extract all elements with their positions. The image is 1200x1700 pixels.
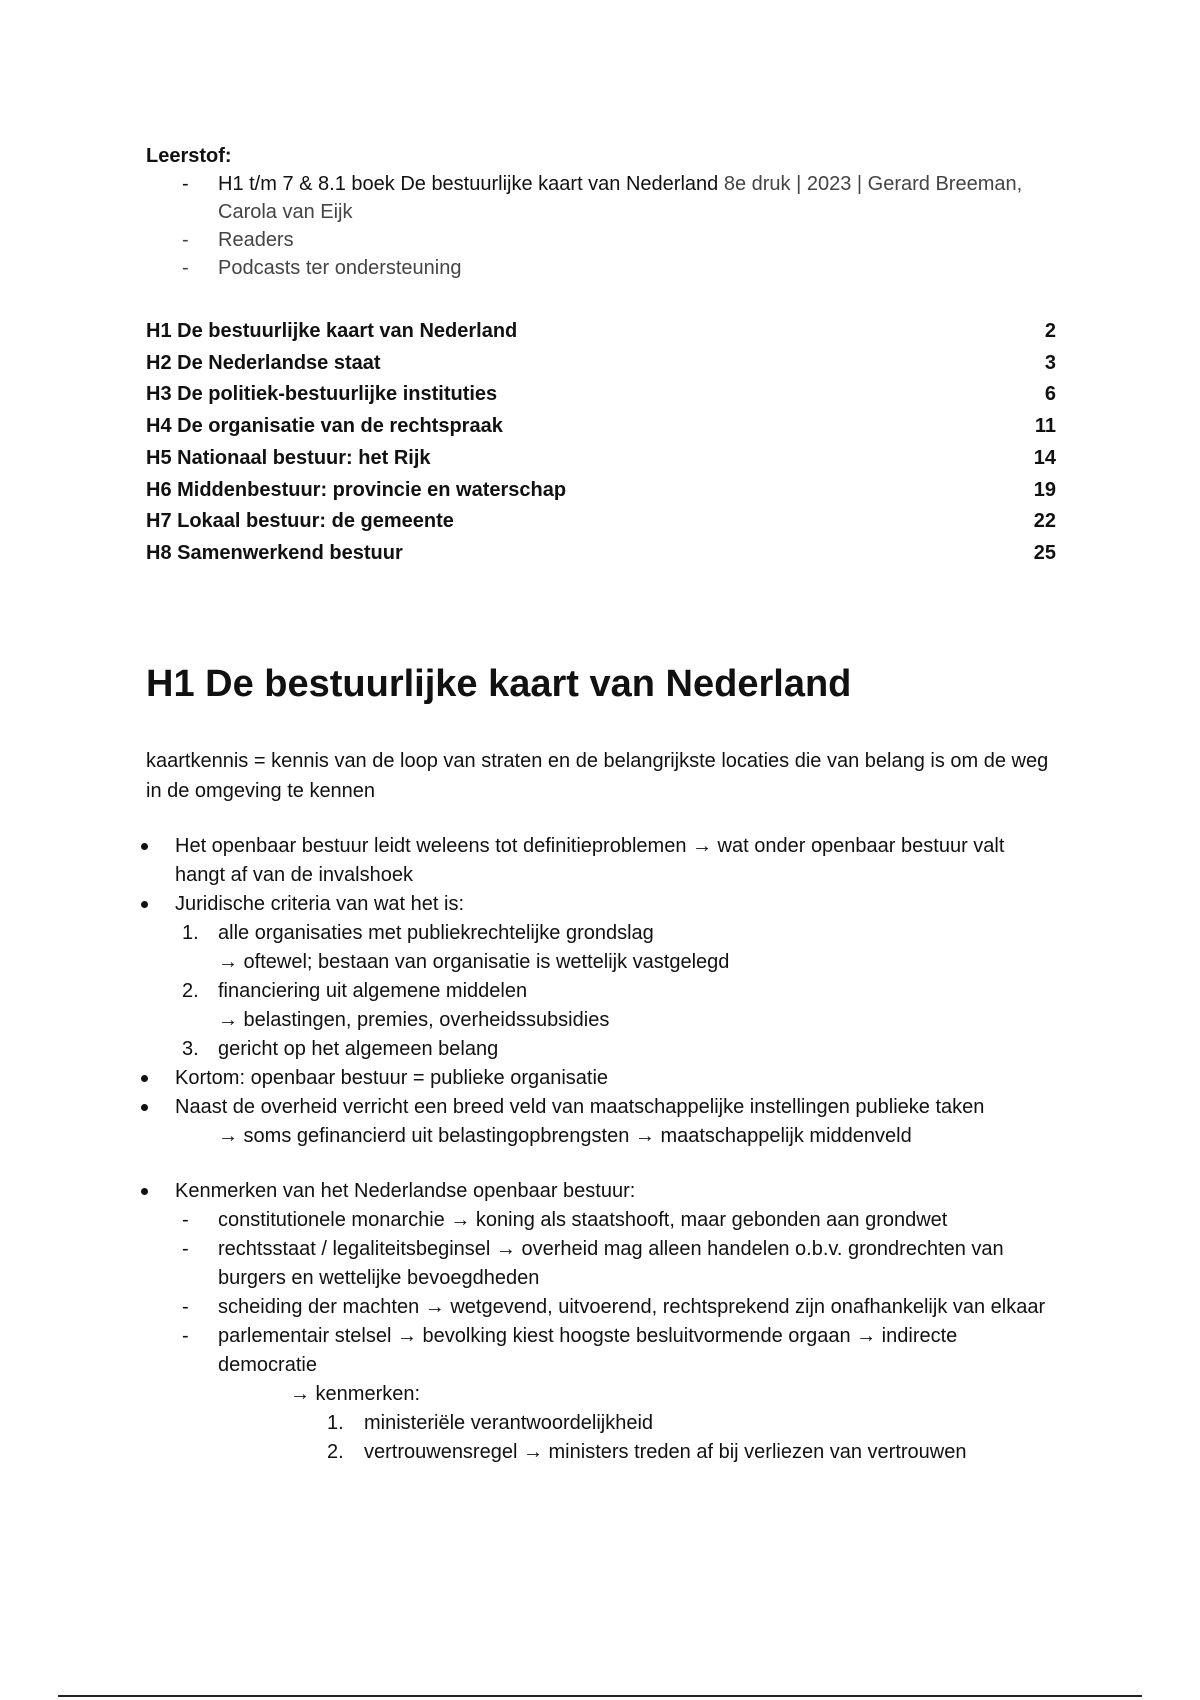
kenmerken-label: → kenmerken: bbox=[290, 1382, 421, 1405]
item-number: 2. bbox=[327, 1440, 344, 1463]
toc-entry[interactable] bbox=[146, 379, 1056, 411]
item-number: 3. bbox=[182, 1037, 199, 1060]
toc-entry-title: H7 Lokaal bestuur: de gemeente bbox=[146, 510, 454, 533]
toc-entry[interactable] bbox=[146, 475, 1056, 507]
leerstof-item: - Podcasts ter ondersteuning bbox=[146, 254, 1056, 282]
leerstof-list bbox=[146, 170, 1056, 282]
leerstof-item-detail: 8e druk | 2023 | Gerard Breeman, Carola van Eijk bbox=[218, 173, 1023, 223]
section-heading: H1 De bestuurlijke kaart van Nederland bbox=[146, 662, 852, 705]
toc-entry-title: H6 Middenbestuur: provincie en waterschap bbox=[146, 478, 567, 501]
toc-entry-page: 22 bbox=[1033, 510, 1056, 533]
leerstof-item-main: H1 t/m 7 & 8.1 boek De bestuurlijke kaart van Nederland bbox=[218, 173, 719, 195]
footer-divider bbox=[58, 1695, 1142, 1697]
item-text: vertrouwensregel → ministers treden af bij verliezen van vertrouwen bbox=[364, 1440, 967, 1463]
item-continuation: → soms gefinancierd uit belastingopbrengsten → maatschappelijk middenveld bbox=[218, 1124, 912, 1147]
toc-entry-title: H8 Samenwerkend bestuur bbox=[146, 541, 403, 564]
toc-entry-title: H3 De politiek-bestuurlijke instituties bbox=[146, 383, 498, 406]
numbered-item bbox=[146, 977, 1056, 1006]
item-number: 2. bbox=[182, 979, 199, 1002]
toc-entry-title: H1 De bestuurlijke kaart van Nederland bbox=[146, 320, 518, 342]
toc-entry-page: 6 bbox=[1044, 383, 1056, 406]
item-number: 1. bbox=[327, 1411, 344, 1434]
toc-entry-title: H5 Nationaal bestuur: het Rijk bbox=[146, 446, 431, 469]
item-text: ministeriële verantwoordelijkheid bbox=[364, 1411, 654, 1434]
spacer bbox=[146, 1151, 1056, 1177]
bullet-item: Juridische criteria van wat het is: bbox=[146, 890, 1056, 919]
numbered-item bbox=[146, 1409, 1056, 1438]
bullet-item: Kortom: openbaar bestuur = publieke organisatie bbox=[146, 1064, 1056, 1093]
toc-entry[interactable] bbox=[146, 348, 1056, 380]
definition-paragraph: kaartkennis = kennis van de loop van straten en de belangrijkste locaties die van belang is om de weg in de omgeving te kennen bbox=[146, 749, 1049, 802]
item-text: financiering uit algemene middelen bbox=[218, 979, 528, 1002]
toc-entry-page: 19 bbox=[1033, 478, 1056, 501]
bullet-item: Het openbaar bestuur leidt weleens tot definitieproblemen → wat onder openbaar bestuur valt hangt af van de invalshoek bbox=[146, 832, 1056, 890]
item-continuation: → belastingen, premies, overheidssubsidies bbox=[218, 1008, 610, 1031]
leerstof-label: Leerstof: bbox=[146, 145, 232, 167]
leerstof-item: - Readers bbox=[146, 226, 1056, 254]
dash-item: - scheiding der machten → wetgevend, uitvoerend, rechtsprekend zijn onafhankelijk van elkaar bbox=[146, 1293, 1056, 1322]
toc-entry[interactable] bbox=[146, 443, 1056, 475]
dash-item: - parlementair stelsel → bevolking kiest hoogste besluitvormende orgaan → indirecte democratie bbox=[146, 1322, 1056, 1380]
dash-item: - rechtsstaat / legaliteitsbeginsel → overheid mag alleen handelen o.b.v. grondrechten van burgers en wettelijke bevoegdheden bbox=[146, 1235, 1056, 1293]
toc-entry-page: 14 bbox=[1033, 446, 1056, 469]
numbered-item bbox=[146, 919, 1056, 948]
leerstof-item bbox=[146, 170, 1056, 226]
toc-entry-title: H4 De organisatie van de rechtspraak bbox=[146, 415, 503, 438]
toc-entry[interactable] bbox=[146, 411, 1056, 443]
toc-entry[interactable] bbox=[146, 316, 1056, 348]
bullet-item: Naast de overheid verricht een breed veld van maatschappelijke instellingen publieke taken bbox=[146, 1093, 1056, 1122]
bullet-item: Kenmerken van het Nederlandse openbaar bestuur: bbox=[146, 1177, 1056, 1206]
toc-entry-title: H2 De Nederlandse staat bbox=[146, 351, 381, 374]
toc-entry-page: 3 bbox=[1044, 351, 1056, 374]
page-content bbox=[146, 142, 1056, 1467]
numbered-item bbox=[146, 1438, 1056, 1467]
item-text: gericht op het algemeen belang bbox=[218, 1037, 499, 1060]
toc-entry-page: 2 bbox=[1044, 320, 1056, 342]
toc-entry-page: 25 bbox=[1033, 541, 1056, 564]
item-text: alle organisaties met publiekrechtelijke grondslag bbox=[218, 921, 654, 944]
toc-entry[interactable] bbox=[146, 538, 1056, 570]
bullet-list bbox=[146, 832, 1056, 1467]
dash-item: - constitutionele monarchie → koning als staatshooft, maar gebonden aan grondwet bbox=[146, 1206, 1056, 1235]
toc-entry[interactable] bbox=[146, 506, 1056, 538]
item-number: 1. bbox=[182, 921, 199, 944]
numbered-item bbox=[146, 1035, 1056, 1064]
table-of-contents bbox=[146, 316, 1056, 570]
item-continuation: → oftewel; bestaan van organisatie is wettelijk vastgelegd bbox=[218, 950, 730, 973]
toc-entry-page: 11 bbox=[1034, 415, 1056, 438]
